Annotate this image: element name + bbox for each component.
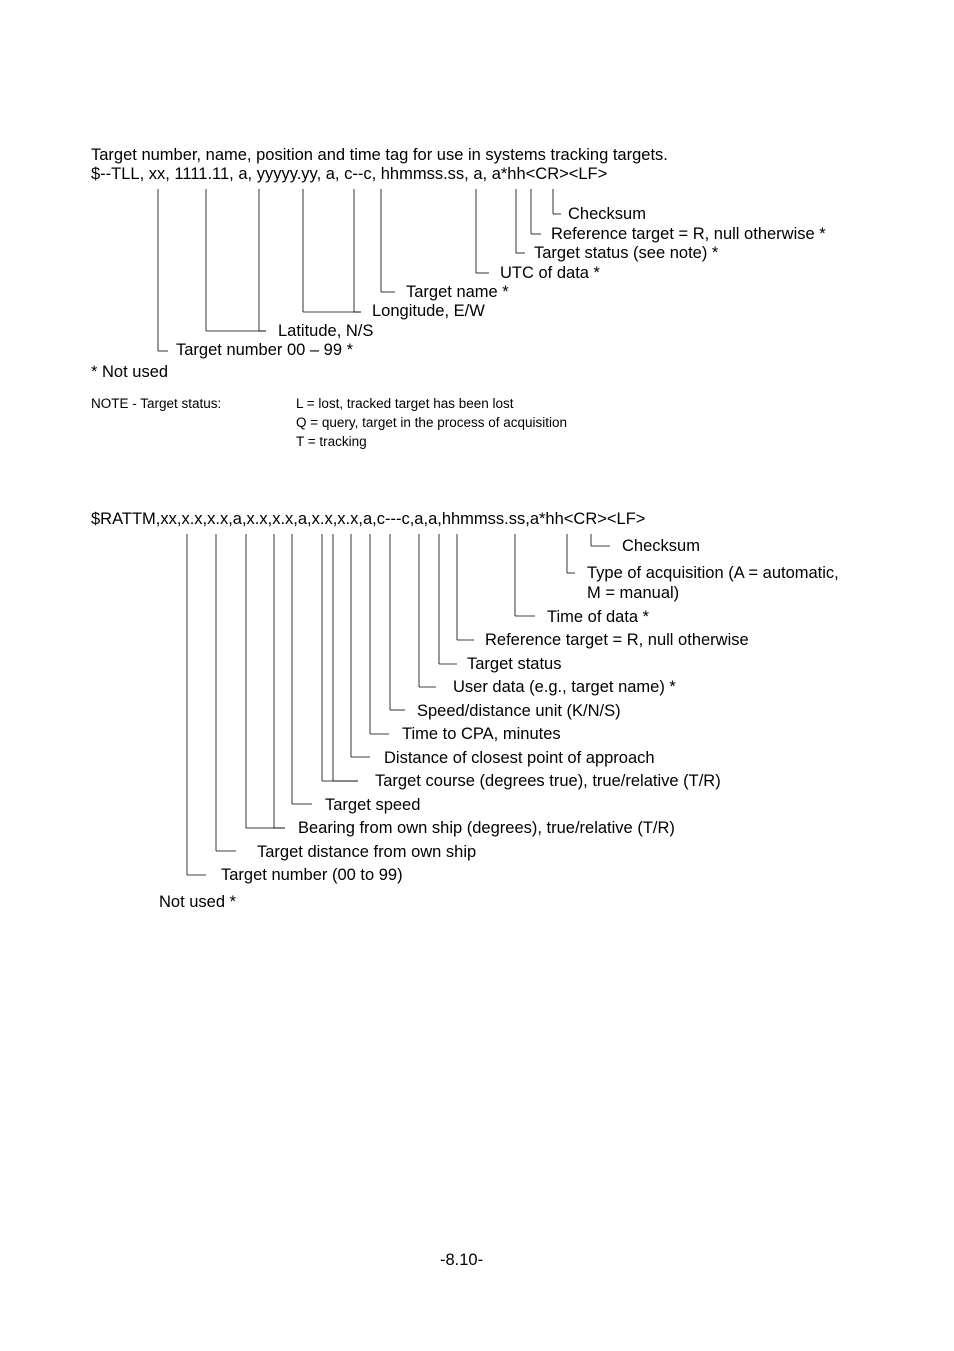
tll-sentence-format: $--TLL, xx, 1111.11, a, yyyyy.yy, a, c--c, hhmmss.ss, a, a*hh<CR><LF> <box>91 165 608 183</box>
ttm-field-target-speed: Target speed <box>325 796 421 814</box>
ttm-field-time-to-cpa: Time to CPA, minutes <box>402 725 561 743</box>
ttm-field-checksum: Checksum <box>622 537 700 555</box>
tll-description: Target number, name, position and time tag for use in systems tracking targets. <box>91 146 668 164</box>
ttm-field-type-of-acquisition: Type of acquisition (A = automatic, <box>587 564 839 582</box>
ttm-not-used-note: Not used * <box>159 893 237 911</box>
ttm-field-target-number: Target number (00 to 99) <box>221 866 403 884</box>
tll-not-used-note: * Not used <box>91 363 169 381</box>
ttm-field-time-of-data: Time of data * <box>547 608 650 626</box>
tll-note-item-query: Q = query, target in the process of acquisition <box>296 415 568 430</box>
ttm-field-speed-distance-unit: Speed/distance unit (K/N/S) <box>417 702 621 720</box>
ttm-field-type-of-acquisition-cont: M = manual) <box>587 584 680 602</box>
ttm-field-target-status: Target status <box>467 655 562 673</box>
tll-note-item-tracking: T = tracking <box>296 434 367 449</box>
tll-field-longitude: Longitude, E/W <box>372 302 485 320</box>
tll-field-target-number: Target number 00 – 99 * <box>176 341 354 359</box>
page-number: -8.10- <box>440 1251 484 1269</box>
ttm-field-distance-cpa: Distance of closest point of approach <box>384 749 655 767</box>
ttm-field-target-distance: Target distance from own ship <box>257 843 477 861</box>
tll-field-checksum: Checksum <box>568 205 646 223</box>
ttm-sentence-format: $RATTM,xx,x.x,x.x,a,x.x,x.x,a,x.x,x.x,a,c---c,a,a,hhmmss.ss,a*hh<CR><LF> <box>91 510 646 528</box>
tll-field-target-status: Target status (see note) * <box>534 244 719 262</box>
tll-note-item-lost: L = lost, tracked target has been lost <box>296 396 514 411</box>
ttm-field-bearing: Bearing from own ship (degrees), true/relative (T/R) <box>298 819 675 837</box>
ttm-field-target-course: Target course (degrees true), true/relative (T/R) <box>375 772 721 790</box>
tll-field-utc-of-data: UTC of data * <box>500 264 600 282</box>
tll-field-reference-target: Reference target = R, null otherwise * <box>551 225 826 243</box>
tll-field-target-name: Target name * <box>406 283 509 301</box>
ttm-field-reference-target: Reference target = R, null otherwise <box>485 631 749 649</box>
tll-note-label: NOTE - Target status: <box>91 396 222 411</box>
ttm-field-user-data: User data (e.g., target name) * <box>453 678 676 696</box>
tll-field-latitude: Latitude, N/S <box>278 322 374 340</box>
